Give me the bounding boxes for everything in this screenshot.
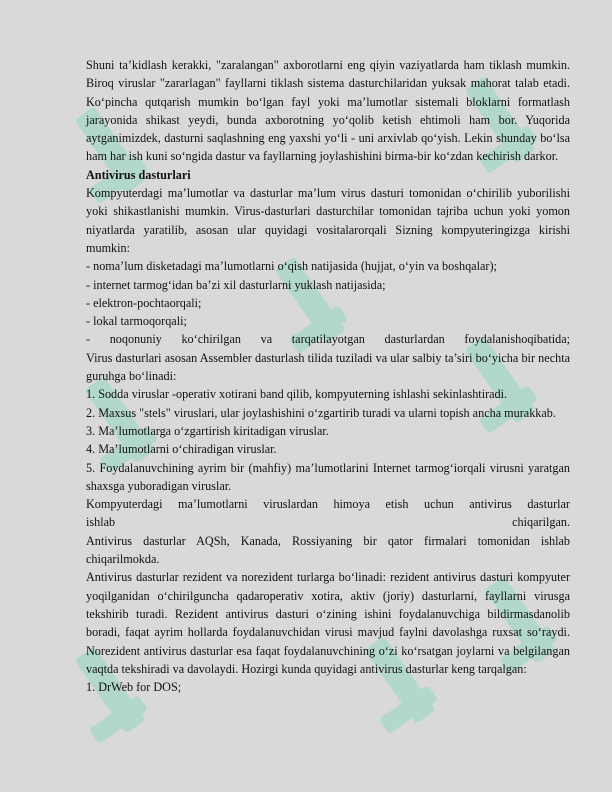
paragraph-resident-types: Antivirus dasturlar rezident va norezident turlarga bo‘linadi: rezident antivirus dasturi kompyuter yoqilganidan o‘chirilguncha qadaroperativ xotira, aktiv (joriy) dasturlarni, fayllarni virusga tekshirib turadi. Rezident antivirus dasturi o‘zining ishini foydalanuvchiga bildirmasdanolib boradi, faqat ayrim hollarda foydalanuvchidan virusi mavjud faylni davolashga ruxsat so‘raydi. Norezident antivirus dasturlar esa faqat foydalanuvchining o‘zi ko‘rsatgan joylarni va belgilangan vaqtda tekshiradi va davolaydi. Hozirgi kunda quyidagi antivirus dasturlar keng tarqalgan: [86,570,570,676]
paragraph-virus-sources: Kompyuterdagi ma’lumotlar va dasturlar ma’lum virus dasturi tomonidan o‘chirilib yuborilishi yoki shikastlanishi mumkin. Virus-dasturlari dasturchilar tomonidan tajriba uchun yoki yomon niyatlarda yaratilib, asosan ular quyidagi vositalarorqali Sizning kompyuteringizga kirishi mumkin: [86,186,570,255]
paragraph-protection-line1: Kompyuterdagi ma’lumotlarni viruslardan himoya etish uchun antivirus dasturlar [86,497,570,512]
group-item: 2. Maxsus "stels" viruslari, ular joylashishini o‘zgartirib turadi va ularni topish ancha murakkab. [86,405,556,420]
section-heading: Antivirus dasturlari [86,167,191,182]
paragraph-protection-line2 [86,513,570,531]
list-item-drweb: 1. DrWeb for DOS; [86,680,182,695]
paragraph-virus-groups: Virus dasturlari asosan Assembler dasturlash tilida tuziladi va ular salbiy ta’siri bo‘yicha bir nechta guruhga bo‘linadi: [86,350,570,384]
source-item: - elektron-pochtaorqali; [86,295,202,310]
source-item: - lokal tarmoqorqali; [86,314,187,329]
paragraph-intro: Shuni ta’kidlash kerakki, "zaralangan" axborotlarni eng qiyin vaziyatlarda ham tiklash mumkin. Biroq viruslar "zararlagan" fayllarni tiklash sistema dasturchilaridan yuksak mahorat talab etadi. Ko‘pincha qutqarish mumkin bo‘lgan fayl yoki ma’lumotlar sistemali bloklarni formatlash jarayonida shikast yeydi, bunda axborotning yo‘qolib ketish ehtimoli ham bor. Yuqorida aytganimizdek, dasturni saqlashning eng yaxshi yo‘li - uni arxivlab qo‘yish. Lekin shunday bo‘lsa ham har ish kuni so‘ngida dastur va fayllarning joylashishini birma-bir ko‘zdan kechirish darkor. [86,58,570,164]
document-body [86,56,570,696]
group-item: 4. Ma’lumotlarni o‘chiradigan viruslar. [86,442,277,457]
group-item: 1. Sodda viruslar -operativ xotirani band qilib, kompyuterning ishlashi sekinlashtiradi. [86,387,508,402]
source-item: - noqonuniy ko‘chirilgan va tarqatilayotgan dasturlardan foydalanishoqibatida; [86,332,570,347]
group-item: 5. Foydalanuvchining ayrim bir (mahfiy) ma’lumotlarini Internet tarmog‘iorqali virusni yaratgan shaxsga yuboradigan viruslar. [86,460,570,493]
protection-right-word: chiqarilgan. [512,515,570,530]
protection-left-word: ishlab [86,515,116,530]
paragraph-producers: Antivirus dasturlar AQSh, Kanada, Rossiyaning bir qator firmalari tomonidan ishlab chiqarilmokda. [86,533,570,567]
group-item: 3. Ma’lumotlarga o‘zgartirish kiritadigan viruslar. [86,423,329,438]
source-item: - noma’lum disketadagi ma’lumotlarni o‘qish natijasida (hujjat, o‘yin va boshqalar); [86,259,497,274]
source-item: - internet tarmog‘idan ba’zi xil dasturlarni yuklash natijasida; [86,277,386,292]
